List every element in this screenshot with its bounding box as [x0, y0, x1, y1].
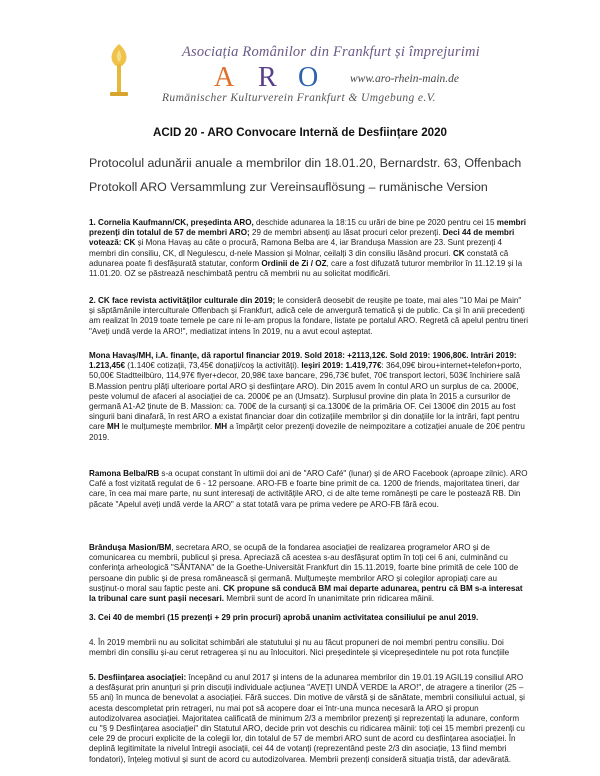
- paragraph-statute: 4. În 2019 membrii nu au solicitat schimbări ale statutului și nu au făcut propuneri de noi membri pentru consiliu. Doi membri din consiliu și-au cerut retragerea și nu au înlocuitori. Nici președintele și vicepreședintele nu pot rota funcțiile: [89, 638, 510, 658]
- protocol-subtitle: Protocolul adunării anuale a membrilor din 18.01.20, Bernardstr. 63, Offenbach: [89, 156, 522, 170]
- paragraph-secretary: Brândușa Masion/BM, secretara ARO, se ocupă de la fondarea asociației de realizarea programelor ARO și de comunicarea cu membrii, publicul și presa. Apreciază că acestea s-au desfășurat optim în toți cei 6 ani, culminând cu conferința arheologică "SÂNTANA" de la Goethe-Universität Frankfurt din 15.11.2019, foarte bine primită de cele 100 de persoane din public și de presa românească și germană. Mulțumește membrilor ARO și colegilor apropiați care au susținut-o moral sau faptic peste ani. CK propune să conducă BM mai departe adunarea, pentru că BM s-a interesat la tribunal care sunt pașii necesari. Membrii sunt de acord în unanimitate prin ridicarea mâinii.: [89, 543, 523, 604]
- aro-logo-icon: [96, 42, 142, 104]
- aro-letter-o: O: [298, 62, 319, 93]
- document-title: ACID 20 - ARO Convocare Internă de Desființare 2020: [152, 126, 448, 139]
- paragraph-cultural-review: 2. CK face revista activităților culturale din 2019; le consideră deosebit de reușite pe toate, mai ales "10 Mai pe Main" și săptămânile interculturale Offenbach și Frankfurt, adică cele de anvergură tematică și de public. Ca și în anii precedenți am realizat în 2019 toate temele pe care ni le-am propus la fondare, listate pe portalul ARO. Regretă că apelul pentru tineri "Aveți undă verde la ARO!", mediatizat intens în 2019, nu a avut ecoul așteptat.: [89, 296, 529, 336]
- paragraph-opening: 1. Cornelia Kaufmann/CK, președinta ARO, deschide adunarea la 18:15 cu urări de bine pe 2020 pentru cei 15 membri prezenți din totalul de 57 de membri ARO; 29 de membri absenți au lăsat procuri celor prezenți. Deci 44 de membri votează: CK și Mona Havaș au câte o procură, Ramona Belba are 4, iar Brandușa Massion are 23. Sunt prezenți 4 membri din consiliu, CK, dl Negulescu, d-nele Massion și Molnar, ceilalți 3 din consiliu lăsând procuri. CK constată că adunarea poate fi desfășurată statutar, conform Ordinii de Zi / OZ, care a fost difuzată tuturor membrilor în 11.12.19 și la 11.01.20. OZ se păstrează neschimbată pentru că membrii nu au solicitat modificări.: [89, 218, 527, 279]
- organization-name: Asociația Românilor din Frankfurt și împrejurimi: [182, 44, 480, 60]
- website-address: www.aro-rhein-main.de: [350, 73, 460, 85]
- paragraph-financial-report: Mona Havaș/MH, i.A. finanțe, dă raportul financiar 2019. Sold 2018: +2113,12€. Sold 2019: 1906,80€. Intrări 2019: 1.213,45€ (1.140€ cotizații, 73,45€ donații/coș la activități). Ieșiri 2019: 1.419,77€: 364,09€ birou+internet+telefon+porto, 50,00€ Stadtteilbüro, 114,97€ flyer+decor, 20,98€ taxe bancare, 296,73€ bufet, 70€ transport lectori, 503€ închiriere sală B.Massion pentru plăți ulterioare portal ARO și desființare ARO). Din 2015 avem în contul ARO un surplus de ca. 2000€, peste volumul de afaceri al asociației de ca. 2000€ pe an (Umsatz). Surplusul provine din plata în 2015 a cursurilor de germană A1-A2 ținute de B. Massion: ca. 700€ de la cursanți și ca.1300€ de la primăria OF. Cei 1300€ din 2015 au fost singurii bani dinafară, în rest ARO a existat financiar doar din cotizațiile membrilor și din donațiile lor la intrări, fapt pentru care MH le mulțumește membrilor. MH a împărțit celor prezenți dovezile de neimpozitare a cotizației anuale de 20€ pentru 2019.: [89, 351, 525, 442]
- paragraph-approval: 3. Cei 40 de membri (15 prezenți + 29 prin procuri) aprobă unanim activitatea consiliului pe anul 2019.: [89, 613, 479, 622]
- aro-letter-a: A: [214, 62, 235, 93]
- aro-letter-r: R: [258, 62, 277, 93]
- protocol-subtitle-german: Protokoll ARO Versammlung zur Vereinsauflösung – rumänische Version: [89, 180, 488, 194]
- paragraph-aro-cafe: Ramona Belba/RB s-a ocupat constant în ultimii doi ani de "ARO Café" (lunar) și de ARO Facebook (aproape zilnic). ARO Café a fost vizitată regulat de 6 - 12 persoane. ARO-FB e foarte bine primit de ca. 1200 de friends, majoritatea tineri, dar care, în cea mai mare parte, nu sunt interesați de activitățile ARO, ci de alte teme românești pe care le postează RB. Din păcate "Apelul aveți undă verde la ARO" a stat totată vara pe prima vedere pe ARO-FB fără ecou.: [89, 469, 528, 509]
- letterhead: [96, 42, 496, 112]
- paragraph-dissolution: 5. Desființarea asociației: începând cu anul 2017 și intens de la adunarea membrilor din 19.01.19 AGIL19 consiliul ARO a desfășurat prin anunțuri și prin discuții individuale acțiunea "AVEȚI UNDĂ VERDE la ARO!", de atragere a tinerilor (25 – 55 ani) în munca de benevolat a asociației. Fără succes. Din motive de vârstă și de sănătate, membrii consiliului actual, și acesta descompletat prin retrageri, nu mai pot să acopere doar ei într-una munca necesară la ARO și propun autodizolvarea asociației. Majoritatea calificată de minimum 2/3 a membrilor prezenți și reprezentați la adunare, conform cu "§ 9 Desființarea asociației" din Statutul ARO, decide prin vot deschis cu ridicarea mâinii: toți cei 15 membri prezenți cu cele 29 de procuri explicite de la colegii lor, din totalul de 57 de membri ARO sunt de acord cu desființarea asociației. În deplină legitimitate la nivelul întregii asociații, cei 44 de votanți (reprezentând peste 2/3 din asociație, 13 fiind membri fondatori), înțeleg motivul și sunt de acord cu autodizolvarea. Membrii prezenți consideră situația tristă, dar adevărată.: [89, 673, 525, 764]
- organization-name-german: Rumänischer Kulturverein Frankfurt & Umgebung e.V.: [162, 92, 436, 104]
